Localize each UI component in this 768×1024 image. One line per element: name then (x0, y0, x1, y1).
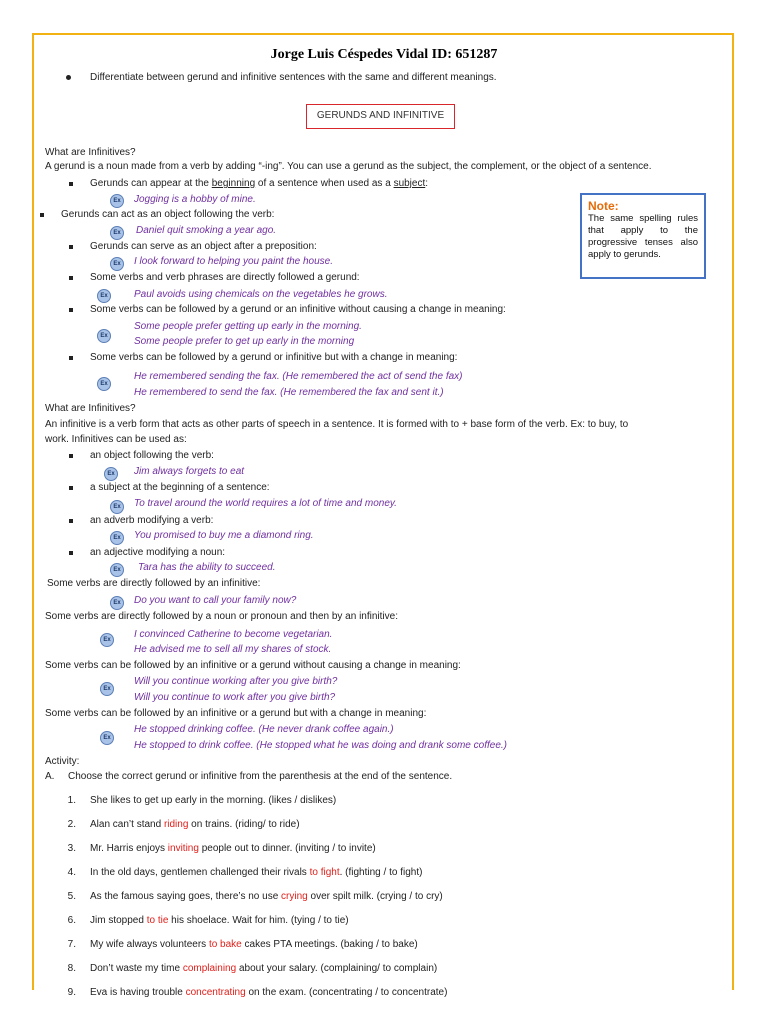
infinitive-example-6b: He advised me to sell all my shares of stock. (134, 644, 332, 655)
bullet-square (69, 276, 73, 280)
activity-item-number: 1. (67, 795, 76, 806)
note-box (580, 193, 706, 279)
activity-item-answer: complaining (182, 963, 237, 974)
infinitive-example-7b: Will you continue to work after you give birth? (134, 692, 336, 703)
activity-item-sentence-end: . (fighting / to fight) (339, 867, 423, 878)
gerund-bullet-1: Gerunds can appear at the beginning of a sentence when used as a subject: (90, 178, 429, 189)
activity-item-sentence-end: on the exam. (concentrating / to concentrate) (245, 987, 448, 998)
infinitive-example-6a: I convinced Catherine to become vegetarian. (134, 629, 333, 640)
gerund-example-4: Paul avoids using chemicals on the vegetables he grows. (134, 289, 388, 300)
activity-item-number: 6. (67, 915, 76, 926)
gerund-bullet-2: Gerunds can act as an object following the verb: (61, 209, 275, 220)
activity-item-number: 5. (67, 891, 76, 902)
example-icon: Ex (104, 467, 118, 481)
infinitive-para-7: Some verbs can be followed by an infinitive or a gerund without causing a change in meaning: (45, 660, 461, 671)
example-icon: Ex (110, 596, 124, 610)
infinitive-para-5: Some verbs are directly followed by an infinitive: (47, 578, 261, 589)
activity-item-text (90, 818, 300, 831)
activity-item-number: 2. (67, 819, 76, 830)
example-icon: Ex (100, 682, 114, 696)
infinitive-example-7a: Will you continue working after you give birth? (134, 676, 338, 687)
activity-item-text (90, 938, 418, 951)
activity-item-answer: crying (281, 891, 308, 902)
bullet-square (69, 245, 73, 249)
activity-item-text (90, 962, 437, 975)
infinitive-example-4: Tara has the ability to succeed. (138, 562, 276, 573)
section-title-box: GERUNDS AND INFINITIVE (306, 104, 455, 129)
bullet-square (40, 213, 44, 217)
activity-item-sentence-end: over spilt milk. (crying / to cry) (307, 891, 443, 902)
activity-instructions: Choose the correct gerund or infinitive from the parenthesis at the end of the sentence. (68, 771, 453, 782)
activity-item-answer: inviting (167, 843, 199, 854)
infinitive-example-1: Jim always forgets to eat (134, 466, 245, 477)
gerund-heading: What are Infinitives? (45, 147, 136, 158)
example-icon: Ex (100, 731, 114, 745)
bullet-square (69, 519, 73, 523)
gerund-bullet-6: Some verbs can be followed by a gerund or infinitive but with a change in meaning: (90, 352, 458, 363)
infinitive-intro-1: An infinitive is a verb form that acts as other parts of speech in a sentence. It is formed with to + base form of the verb. Ex: to buy, to (45, 419, 629, 430)
infinitive-example-5: Do you want to call your family now? (134, 595, 297, 606)
activity-item-number: 9. (67, 987, 76, 998)
activity-item-answer: to tie (146, 915, 169, 926)
bullet-square (69, 551, 73, 555)
example-icon: Ex (110, 226, 124, 240)
activity-letter: A. (45, 771, 55, 782)
infinitive-example-3: You promised to buy me a diamond ring. (134, 530, 314, 541)
note-title: Note: (588, 199, 619, 213)
activity-item-sentence-end: his shoelace. Wait for him. (tying / to tie) (168, 915, 349, 926)
example-icon: Ex (97, 377, 111, 391)
activity-item-sentence-end: about your salary. (complaining/ to complain) (236, 963, 438, 974)
activity-item-number: 3. (67, 843, 76, 854)
infinitive-example-8a: He stopped drinking coffee. (He never drank coffee again.) (134, 724, 394, 735)
page-title: Jorge Luis Céspedes Vidal ID: 651287 (270, 47, 498, 62)
objective-text: Differentiate between gerund and infinitive sentences with the same and different meanings. (90, 72, 497, 83)
activity-item-sentence-start: Jim stopped (90, 915, 147, 926)
activity-item-sentence-end: cakes PTA meetings. (baking / to bake) (241, 939, 418, 950)
activity-item-number: 7. (67, 939, 76, 950)
example-icon: Ex (110, 531, 124, 545)
activity-item-text (90, 986, 447, 999)
activity-item-sentence-start: Mr. Harris enjoys (90, 843, 168, 854)
infinitive-para-6: Some verbs are directly followed by a noun or pronoun and then by an infinitive: (45, 611, 398, 622)
example-icon: Ex (110, 257, 124, 271)
activity-label: Activity: (45, 756, 80, 767)
gerund-example-3: I look forward to helping you paint the house. (134, 256, 334, 267)
activity-item-text (90, 890, 443, 903)
activity-item-answer: to bake (208, 939, 242, 950)
bullet-dot (66, 75, 71, 80)
activity-item-sentence-start: Don’t waste my time (90, 963, 183, 974)
activity-item-number: 8. (67, 963, 76, 974)
gerund-bullet-4: Some verbs and verb phrases are directly followed a gerund: (90, 272, 360, 283)
example-icon: Ex (110, 563, 124, 577)
activity-item-sentence-start: As the famous saying goes, there’s no use (90, 891, 282, 902)
gerund-intro: A gerund is a noun made from a verb by adding “-ing”. You can use a gerund as the subject, the complement, or the object of a sentence. (45, 161, 652, 172)
infinitive-bullet-1: an object following the verb: (90, 450, 214, 461)
bullet-square (69, 182, 73, 186)
activity-item-sentence-start: In the old days, gentlemen challenged their rivals (90, 867, 310, 878)
activity-item-sentence-end: on trains. (riding/ to ride) (188, 819, 300, 830)
infinitive-bullet-4: an adjective modifying a noun: (90, 547, 226, 558)
example-icon: Ex (110, 500, 124, 514)
activity-item-text (90, 866, 422, 879)
infinitive-bullet-3: an adverb modifying a verb: (90, 515, 214, 526)
bullet-square (69, 356, 73, 360)
activity-item-text (90, 794, 336, 807)
example-icon: Ex (97, 289, 111, 303)
gerund-example-5a: Some people prefer getting up early in the morning. (134, 321, 362, 332)
example-icon: Ex (110, 194, 124, 208)
gerund-example-5b: Some people prefer to get up early in the morning (134, 336, 355, 347)
activity-item-sentence-end: people out to dinner. (inviting / to invite) (198, 843, 376, 854)
example-icon: Ex (97, 329, 111, 343)
gerund-example-6b: He remembered to send the fax. (He remembered the fax and sent it.) (134, 387, 444, 398)
bullet-square (69, 486, 73, 490)
infinitive-para-8: Some verbs can be followed by an infinitive or a gerund but with a change in meaning: (45, 708, 427, 719)
infinitive-example-2: To travel around the world requires a lot of time and money. (134, 498, 397, 509)
activity-item-sentence-start: Eva is having trouble (90, 987, 186, 998)
activity-item-sentence-start: My wife always volunteers (90, 939, 209, 950)
activity-item-sentence-start: Alan can’t stand (90, 819, 164, 830)
activity-item-number: 4. (67, 867, 76, 878)
gerund-bullet-3: Gerunds can serve as an object after a preposition: (90, 241, 317, 252)
activity-item-answer: riding (163, 819, 189, 830)
activity-item-answer: to fight (309, 867, 340, 878)
bullet-square (69, 308, 73, 312)
activity-item-sentence-start: She likes to get up early in the morning. (likes / dislikes) (90, 795, 337, 806)
example-icon: Ex (100, 633, 114, 647)
activity-item-answer: concentrating (185, 987, 246, 998)
gerund-example-1: Jogging is a hobby of mine. (134, 194, 256, 205)
gerund-example-6a: He remembered sending the fax. (He remembered the act of send the fax) (134, 371, 463, 382)
gerund-bullet-5: Some verbs can be followed by a gerund or an infinitive without causing a change in meaning: (90, 304, 506, 315)
infinitive-intro-2: work. Infinitives can be used as: (45, 434, 187, 445)
note-body: The same spelling rules that apply to the progressive tenses also apply to gerunds. (588, 213, 698, 260)
activity-item-text (90, 914, 349, 927)
infinitive-bullet-2: a subject at the beginning of a sentence: (90, 482, 270, 493)
infinitive-example-8b: He stopped to drink coffee. (He stopped what he was doing and drank some coffee.) (134, 740, 507, 751)
infinitive-heading: What are Infinitives? (45, 403, 136, 414)
bullet-square (69, 454, 73, 458)
activity-item-text (90, 842, 376, 855)
gerund-example-2: Daniel quit smoking a year ago. (136, 225, 277, 236)
